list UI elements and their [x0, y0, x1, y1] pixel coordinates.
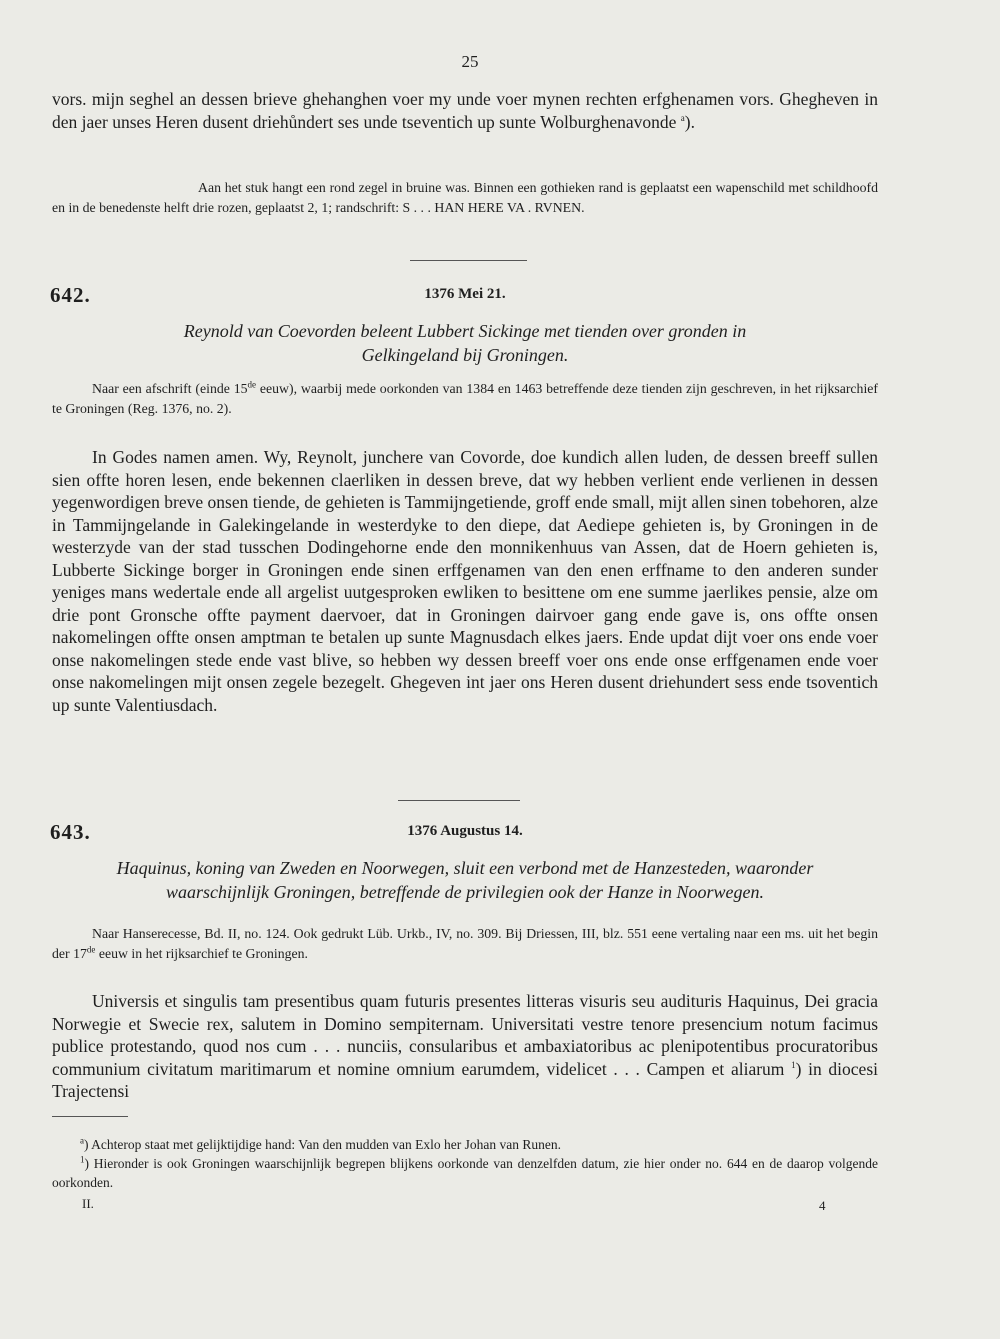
summary-line: Reynold van Coevorden beleent Lubbert Sickinge met tienden over gronden in [183, 321, 747, 341]
charter-number: 643. [50, 820, 91, 844]
charter-number: 642. [50, 283, 91, 307]
footnote-a [52, 1135, 878, 1154]
charter-643-text [52, 990, 878, 1103]
section-divider [410, 260, 527, 261]
charter-642-source [52, 379, 878, 419]
signature-mark: II. [82, 1196, 94, 1211]
source-superscript: de [247, 379, 257, 390]
charter-date: 1376 Augustus 14. [407, 823, 523, 839]
footnote-mark: 1 [80, 1154, 85, 1165]
footnote-mark: a [80, 1135, 84, 1146]
charter-date: 1376 Mei 21. [424, 286, 506, 302]
footnotes [52, 1135, 878, 1192]
charter-text: Universis et singulis tam presentibus quam futuris presentes litteras visuris seu audituris Haquinus, Dei gracia Norwegie et Swecie rex, salutem in Domino sempiternam. Universitati vestre tenore presencium notum facimus publice protestando, quod nos cum . . . nunciis, consularibus et ambaxiatoribus ac plenipotentibus procuratoribus communium civitatum maritimarum et nomine omnium earumdem, videlicet . . . Campen et aliarum [52, 991, 878, 1079]
continuation-text: vors. mijn seghel an dessen brieve ghehanghen voer my unde voer mynen rechten erfghenamen vors. Ghegheven in den jaer unses Heren dusent driehůndert ses unde tseventich up sunte Wolburghenavonde [52, 89, 878, 132]
source-text: eeuw in het rijksarchief te Groningen. [95, 946, 309, 961]
sheet-number: 4 [819, 1198, 826, 1213]
seal-description: Aan het stuk hangt een rond zegel in bruine was. Binnen een gothieken rand is geplaatst een wapenschild met schildhoofd en in de benedenste helft drie rozen, geplaatst 2, 1; randschrift: S . . . HAN HERE VA . RVNEN. [52, 180, 878, 215]
continuation-closing: ). [684, 111, 695, 132]
summary-line: Haquinus, koning van Zweden en Noorwegen, sluit een verbond met de Hanzesteden, waaronder [116, 858, 814, 878]
source-text: Naar Hanserecesse, Bd. II, no. 124. Ook gedrukt Lüb. Urkb., IV, no. 309. Bij Driessen, III, blz. 551 eene vertaling naar een ms. uit het begin der 17 [52, 926, 878, 961]
footnote-ref-a: a [680, 112, 685, 123]
charter-642-heading [50, 283, 880, 313]
footnote-ref-1: 1 [791, 1059, 796, 1070]
charter-643-summary [52, 856, 878, 904]
charter-643-heading [50, 820, 880, 850]
summary-line: Gelkingeland bij Groningen. [361, 345, 569, 365]
charter-643-source [52, 924, 878, 964]
summary-line: waarschijnlijk Groningen, betreffende de privilegien ook der Hanze in Noorwegen. [165, 882, 765, 902]
section-divider [398, 800, 520, 801]
charter-642-text: In Godes namen amen. Wy, Reynolt, junchere van Covorde, doe kundich allen luden, de dessen breeff sullen sien offte horen lesen, ende bekennen claerliken in dessen breve, dat wy hebben verlient ende verlienen in dessen yegenwordigen breve onsen tiende, de gehieten is Tammijngetiende, groff ende small, mijt allen sinen tobehoren, alze in Tammijngelande in Galekingelande in westerdyke to den diepe, dat Aediepe gehieten is, by Groningen in de westerzyde van der stad tusschen Dodingehorne ende den monnikenhuus van Assen, dat de Hoern gehieten is, Lubberte Sickinge borger in Groningen ende sinen erffgenamen van den enen erffname to den anderen sunder yeniges mans wedertale ende all argelist uutgesproken ewliken to besittene om ene summe jaerlikes pensie, alze om drie pont Gronsche offte payment daervoer, dat in Groningen dairvoer gang ende gave is, ons offte onsen nakomelingen offte onsen amptman te betalen up sunte Magnusdach elkes jaers. Ende updat dijt voer ons ende voer onse nakomelingen stede ende vast blive, so hebben wy dessen breeff voer ons ende onse erffgenamen ende voer onse nakomelingen mijt onsen zegele bezegelt. Ghegeven int jaer ons Heren dusent driehundert sess ende tsoventich up sunte Valentiusdach. [52, 447, 878, 715]
charter-text: ) in diocesi Trajectensi [52, 1058, 878, 1101]
footnote-divider [52, 1116, 128, 1117]
continuation-paragraph [52, 88, 878, 133]
source-text: eeuw), waarbij mede oorkonden van 1384 en 1463 betreffende deze tienden zijn geschreven, in het rijksarchief te Groningen (Reg. 1376, no. 2). [52, 381, 879, 416]
footnote-text: ) Achterop staat met gelijktijdige hand: Van den mudden van Exlo her Johan van Runen. [84, 1137, 562, 1152]
footnote-1 [52, 1154, 878, 1192]
footnote-text: ) Hieronder is ook Groningen waarschijnlijk begrepen blijkens oorkonde van denzelfden datum, zie hier onder no. 644 en de daarop volgende oorkonden. [52, 1156, 878, 1190]
page-number: 25 [461, 52, 479, 71]
source-text: Naar een afschrift (einde 15 [92, 381, 248, 396]
source-superscript: de [86, 944, 96, 955]
charter-642-summary [52, 319, 878, 367]
